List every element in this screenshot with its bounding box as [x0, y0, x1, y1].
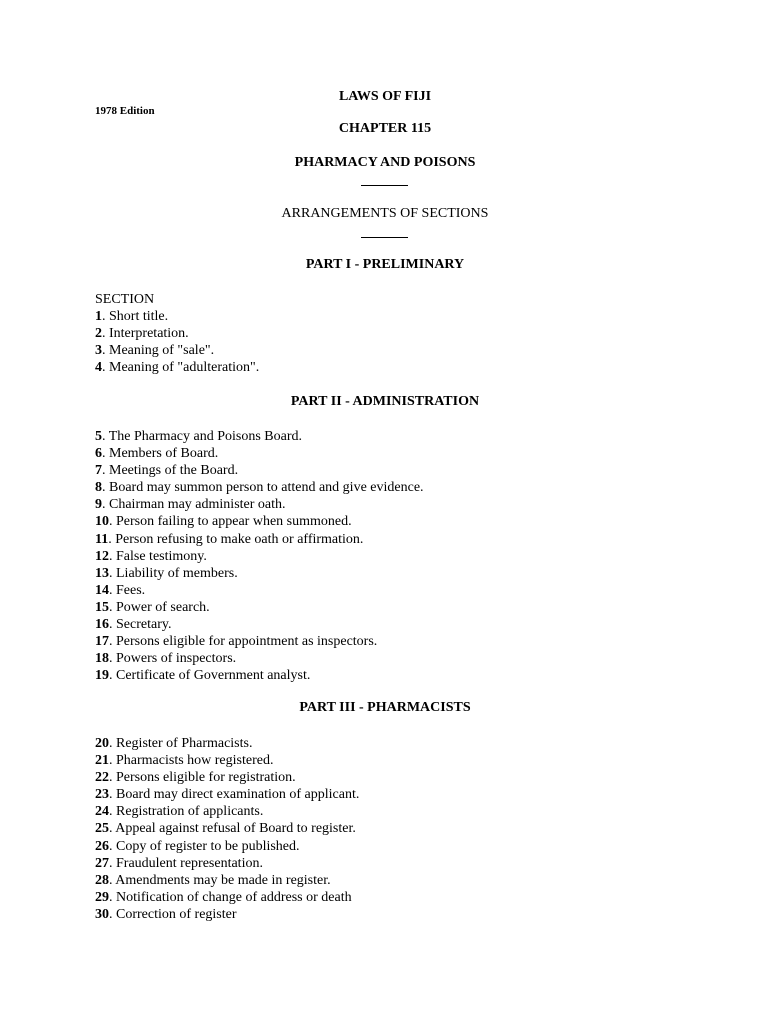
list-item	[95, 667, 424, 684]
section-title: . Persons eligible for registration.	[109, 770, 296, 786]
section-number: 16	[95, 617, 109, 633]
section-title: . Chairman may administer oath.	[102, 497, 286, 513]
laws-title: LAWS OF FIJI	[338, 89, 432, 104]
list-item	[95, 428, 424, 445]
section-number: 1	[95, 309, 102, 325]
section-number: 26	[95, 838, 109, 854]
list-item	[95, 479, 424, 496]
list-item	[95, 633, 424, 650]
chapter-title: CHAPTER 115	[338, 121, 432, 136]
section-number: 11	[95, 531, 109, 547]
section-list	[95, 291, 259, 376]
list-item	[95, 803, 359, 820]
list-item	[95, 582, 424, 599]
section-number: 27	[95, 855, 109, 871]
list-item	[95, 735, 359, 752]
list-item	[95, 565, 424, 582]
list-item	[95, 308, 259, 325]
arrangement-title: ARRANGEMENTS OF SECTIONS	[281, 206, 489, 221]
list-item	[95, 616, 424, 633]
list-item	[95, 889, 359, 906]
section-title: . Interpretation.	[102, 326, 189, 342]
section-title: . Meaning of "adulteration".	[102, 360, 260, 376]
section-number: 28	[95, 872, 109, 888]
section-label: SECTION	[95, 292, 155, 307]
section-number: 25	[95, 821, 109, 837]
section-title: . Board may direct examination of applicant.	[109, 787, 360, 803]
section-title: . Register of Pharmacists.	[109, 736, 253, 751]
section-number: 20	[95, 736, 109, 751]
list-item	[95, 342, 259, 359]
list-item	[95, 650, 424, 667]
section-title: . The Pharmacy and Poisons Board.	[102, 429, 302, 444]
section-number: 17	[95, 634, 109, 650]
list-item	[95, 531, 424, 548]
section-number: 10	[95, 514, 109, 530]
section-title: . Fees.	[109, 582, 146, 598]
list-item	[95, 872, 359, 889]
section-number: 8	[95, 480, 102, 496]
section-number: 30	[95, 906, 109, 922]
section-title: . Meaning of "sale".	[102, 343, 215, 359]
section-title: . Person refusing to make oath or affirmation.	[108, 531, 364, 547]
section-number: 24	[95, 804, 109, 820]
act-title: PHARMACY AND POISONS	[294, 155, 476, 170]
list-item	[95, 496, 424, 513]
list-item	[95, 786, 359, 803]
part-heading: PART II - ADMINISTRATION	[290, 394, 480, 409]
section-title: . Powers of inspectors.	[109, 651, 237, 667]
section-title: . Certificate of Government analyst.	[109, 668, 311, 684]
title-divider	[361, 185, 408, 186]
list-item	[95, 548, 424, 565]
section-title: . Meetings of the Board.	[102, 463, 239, 479]
section-number: 2	[95, 326, 102, 342]
section-number: 23	[95, 787, 109, 803]
section-title: . Members of Board.	[102, 446, 219, 462]
list-item	[95, 838, 359, 855]
section-number: 6	[95, 446, 102, 462]
list-item	[95, 359, 259, 376]
section-title: . Registration of applicants.	[109, 804, 264, 820]
list-item	[95, 513, 424, 530]
list-item	[95, 462, 424, 479]
list-item	[95, 769, 359, 786]
list-item	[95, 820, 359, 837]
section-number: 29	[95, 889, 109, 905]
section-title: . Short title.	[102, 309, 169, 325]
section-list	[95, 428, 424, 684]
list-item	[95, 445, 424, 462]
section-number: 12	[95, 548, 109, 564]
section-number: 18	[95, 651, 109, 667]
section-title: . False testimony.	[109, 548, 207, 564]
arrangement-divider	[361, 237, 408, 238]
section-number: 15	[95, 599, 109, 615]
section-title: . Amendments may be made in register.	[109, 872, 331, 888]
section-title: . Appeal against refusal of Board to register.	[109, 821, 356, 837]
section-number: 19	[95, 668, 109, 684]
section-title: . Copy of register to be published.	[109, 838, 300, 854]
section-number: 7	[95, 463, 102, 479]
list-item	[95, 906, 359, 923]
section-number: 14	[95, 582, 109, 598]
list-item	[95, 855, 359, 872]
section-title: . Persons eligible for appointment as inspectors.	[109, 634, 378, 650]
part-heading: PART I - PRELIMINARY	[305, 257, 465, 272]
section-number: 9	[95, 497, 102, 513]
list-item	[95, 599, 424, 616]
section-title: . Board may summon person to attend and give evidence.	[102, 480, 424, 496]
section-list	[95, 735, 359, 923]
section-title: . Secretary.	[109, 617, 172, 633]
list-item	[95, 752, 359, 769]
section-number: 21	[95, 753, 109, 769]
part-heading: PART III - PHARMACISTS	[299, 700, 471, 715]
section-title: . Notification of change of address or death	[109, 889, 352, 905]
edition-label: 1978 Edition	[95, 105, 155, 117]
list-item	[95, 325, 259, 342]
section-number: 4	[95, 360, 102, 376]
section-title: . Power of search.	[109, 599, 210, 615]
section-number: 13	[95, 565, 109, 581]
section-number: 3	[95, 343, 102, 359]
section-number: 5	[95, 429, 102, 444]
section-title: . Person failing to appear when summoned.	[109, 514, 352, 530]
section-title: . Pharmacists how registered.	[109, 753, 274, 769]
section-title: . Correction of register	[109, 906, 237, 922]
section-title: . Liability of members.	[109, 565, 238, 581]
section-number: 22	[95, 770, 109, 786]
section-title: . Fraudulent representation.	[109, 855, 263, 871]
